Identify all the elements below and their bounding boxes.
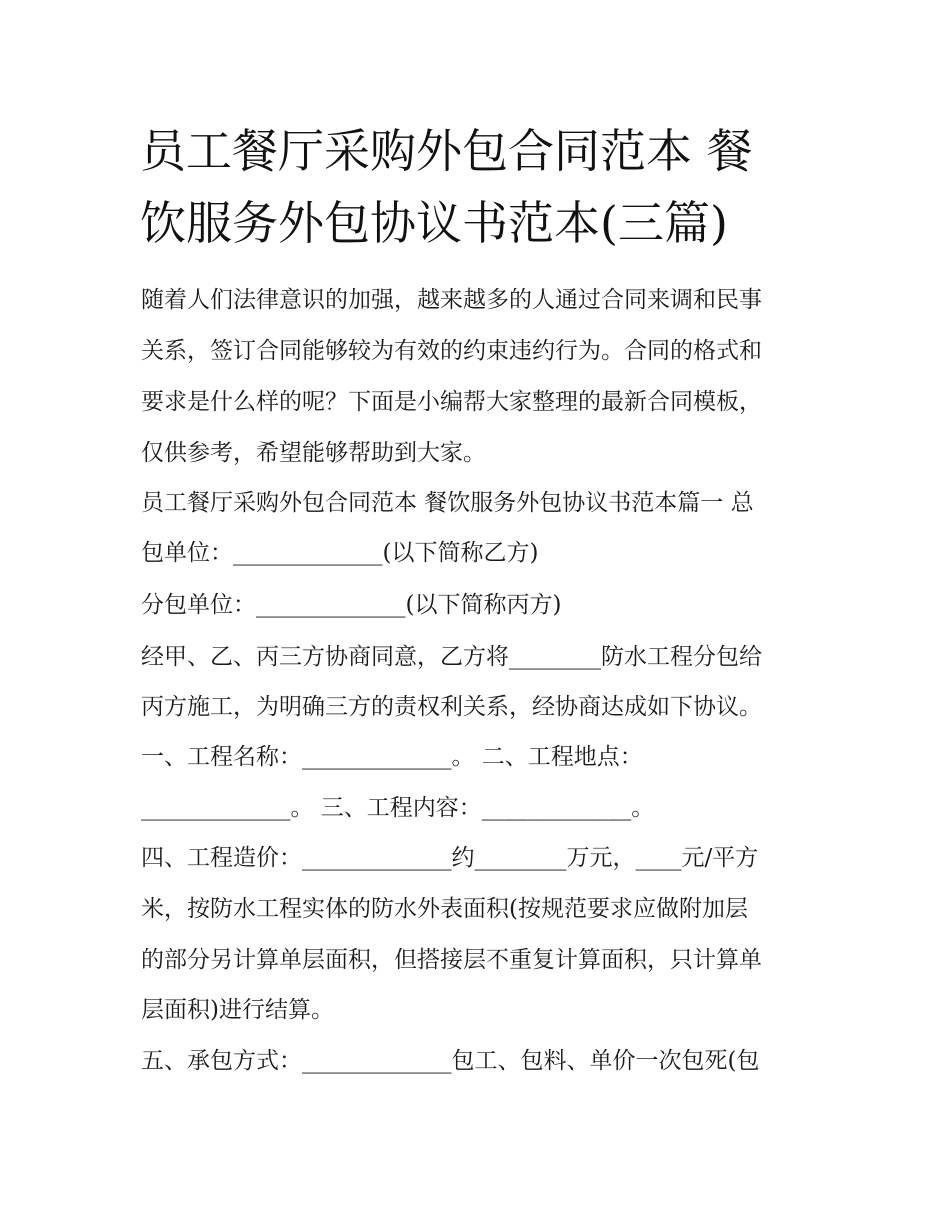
intro-paragraph-line: 要求是什么样的呢？下面是小编帮大家整理的最新合同模板， xyxy=(141,389,762,415)
intro-paragraph-line: 随着人们法律意识的加强，越来越多的人通过合同来调和民事 xyxy=(141,287,762,313)
contractor-line: 包单位：_____________(以下简称乙方) xyxy=(141,540,539,566)
clause-line: 四、工程造价：_____________约________万元，____元/平方 xyxy=(141,845,759,871)
clause-line: 层面积)进行结算。 xyxy=(141,997,334,1023)
subcontractor-line: 分包单位：_____________(以下简称丙方) xyxy=(141,592,562,618)
clause-line: 五、承包方式：_____________包工、包料、单价一次包死(包 xyxy=(141,1048,760,1074)
agreement-paragraph-line: 经甲、乙、丙三方协商同意，乙方将________防水工程分包给 xyxy=(141,644,762,670)
document-title-line-1: 员工餐厅采购外包合同范本 餐 xyxy=(140,124,753,178)
agreement-paragraph-line: 丙方施工，为明确三方的责权利关系，经协商达成如下协议。 xyxy=(141,694,762,720)
section-heading-line: 员工餐厅采购外包合同范本 餐饮服务外包协议书范本篇一 总 xyxy=(141,490,754,516)
document-title-line-2: 饮服务外包协议书范本(三篇) xyxy=(140,196,728,250)
clause-line: 米，按防水工程实体的防水外表面积(按规范要求应做附加层 xyxy=(141,896,748,922)
intro-paragraph-line: 仅供参考，希望能够帮助到大家。 xyxy=(141,440,486,466)
clause-line: 的部分另计算单层面积，但搭接层不重复计算面积，只计算单 xyxy=(141,947,762,973)
clause-line: 一、工程名称：_____________。 二、工程地点： xyxy=(141,744,643,770)
intro-paragraph-line: 关系，签订合同能够较为有效的约束违约行为。合同的格式和 xyxy=(141,338,762,364)
clause-line: _____________。 三、工程内容：_____________。 xyxy=(141,795,655,821)
